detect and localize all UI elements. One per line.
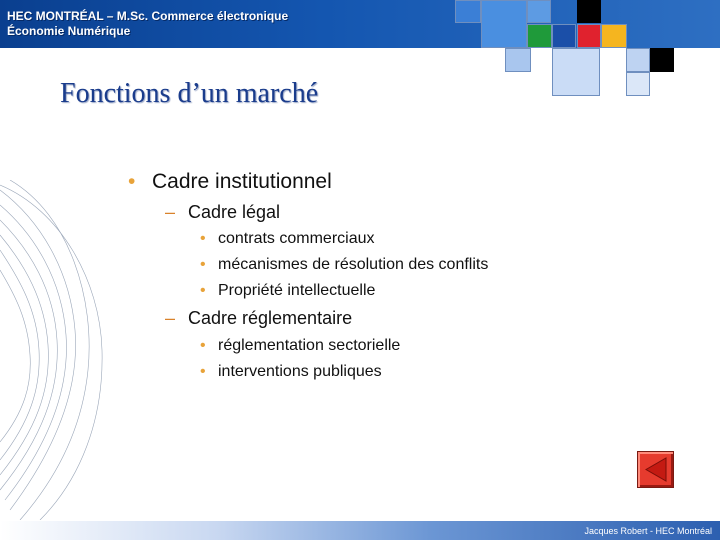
list-item-text: Propriété intellectuelle bbox=[218, 282, 376, 299]
bullet-marker: • bbox=[200, 282, 206, 299]
list-item bbox=[200, 230, 375, 248]
header-program: HEC MONTRÉAL – M.Sc. Commerce électronique bbox=[7, 9, 289, 23]
deco-square bbox=[527, 0, 551, 23]
list-item bbox=[200, 282, 375, 300]
list-item-text: Cadre légal bbox=[188, 202, 281, 222]
list-item bbox=[200, 337, 400, 355]
list-item-text: interventions publiques bbox=[218, 363, 382, 380]
deco-square bbox=[601, 24, 627, 48]
back-arrow-icon bbox=[638, 452, 673, 487]
deco-square bbox=[481, 0, 527, 48]
deco-square bbox=[626, 72, 650, 96]
list-item bbox=[200, 363, 382, 381]
decorative-swirl bbox=[0, 180, 110, 520]
deco-square bbox=[577, 24, 601, 48]
deco-square bbox=[626, 48, 650, 72]
bullet-marker: • bbox=[128, 170, 136, 193]
bullet-marker: • bbox=[200, 230, 206, 247]
page-title: Fonctions d’un marché bbox=[60, 78, 319, 109]
list-item bbox=[128, 170, 332, 194]
header-text bbox=[7, 9, 288, 39]
bullet-marker: – bbox=[165, 308, 176, 328]
bullet-marker: • bbox=[200, 363, 206, 380]
deco-square bbox=[527, 24, 552, 48]
list-item bbox=[165, 202, 280, 223]
list-item bbox=[165, 308, 352, 329]
list-item-text: contrats commerciaux bbox=[218, 230, 375, 247]
deco-square bbox=[455, 0, 481, 23]
list-item-text: Cadre réglementaire bbox=[188, 308, 353, 328]
header-course: Économie Numérique bbox=[7, 24, 131, 38]
bullet-marker: • bbox=[200, 337, 206, 354]
list-item-text: Cadre institutionnel bbox=[152, 170, 332, 193]
deco-square bbox=[505, 48, 531, 72]
back-button[interactable] bbox=[637, 451, 674, 488]
deco-square bbox=[650, 48, 674, 72]
footer-credit: Jacques Robert - HEC Montréal bbox=[584, 526, 712, 536]
deco-square bbox=[552, 48, 600, 96]
bullet-marker: – bbox=[165, 202, 176, 222]
footer-bar bbox=[0, 521, 720, 540]
deco-square bbox=[577, 0, 601, 23]
bullet-marker: • bbox=[200, 256, 206, 273]
list-item bbox=[200, 256, 488, 274]
list-item-text: réglementation sectorielle bbox=[218, 337, 401, 354]
deco-square bbox=[552, 24, 576, 48]
list-item-text: mécanismes de résolution des conflits bbox=[218, 256, 489, 273]
